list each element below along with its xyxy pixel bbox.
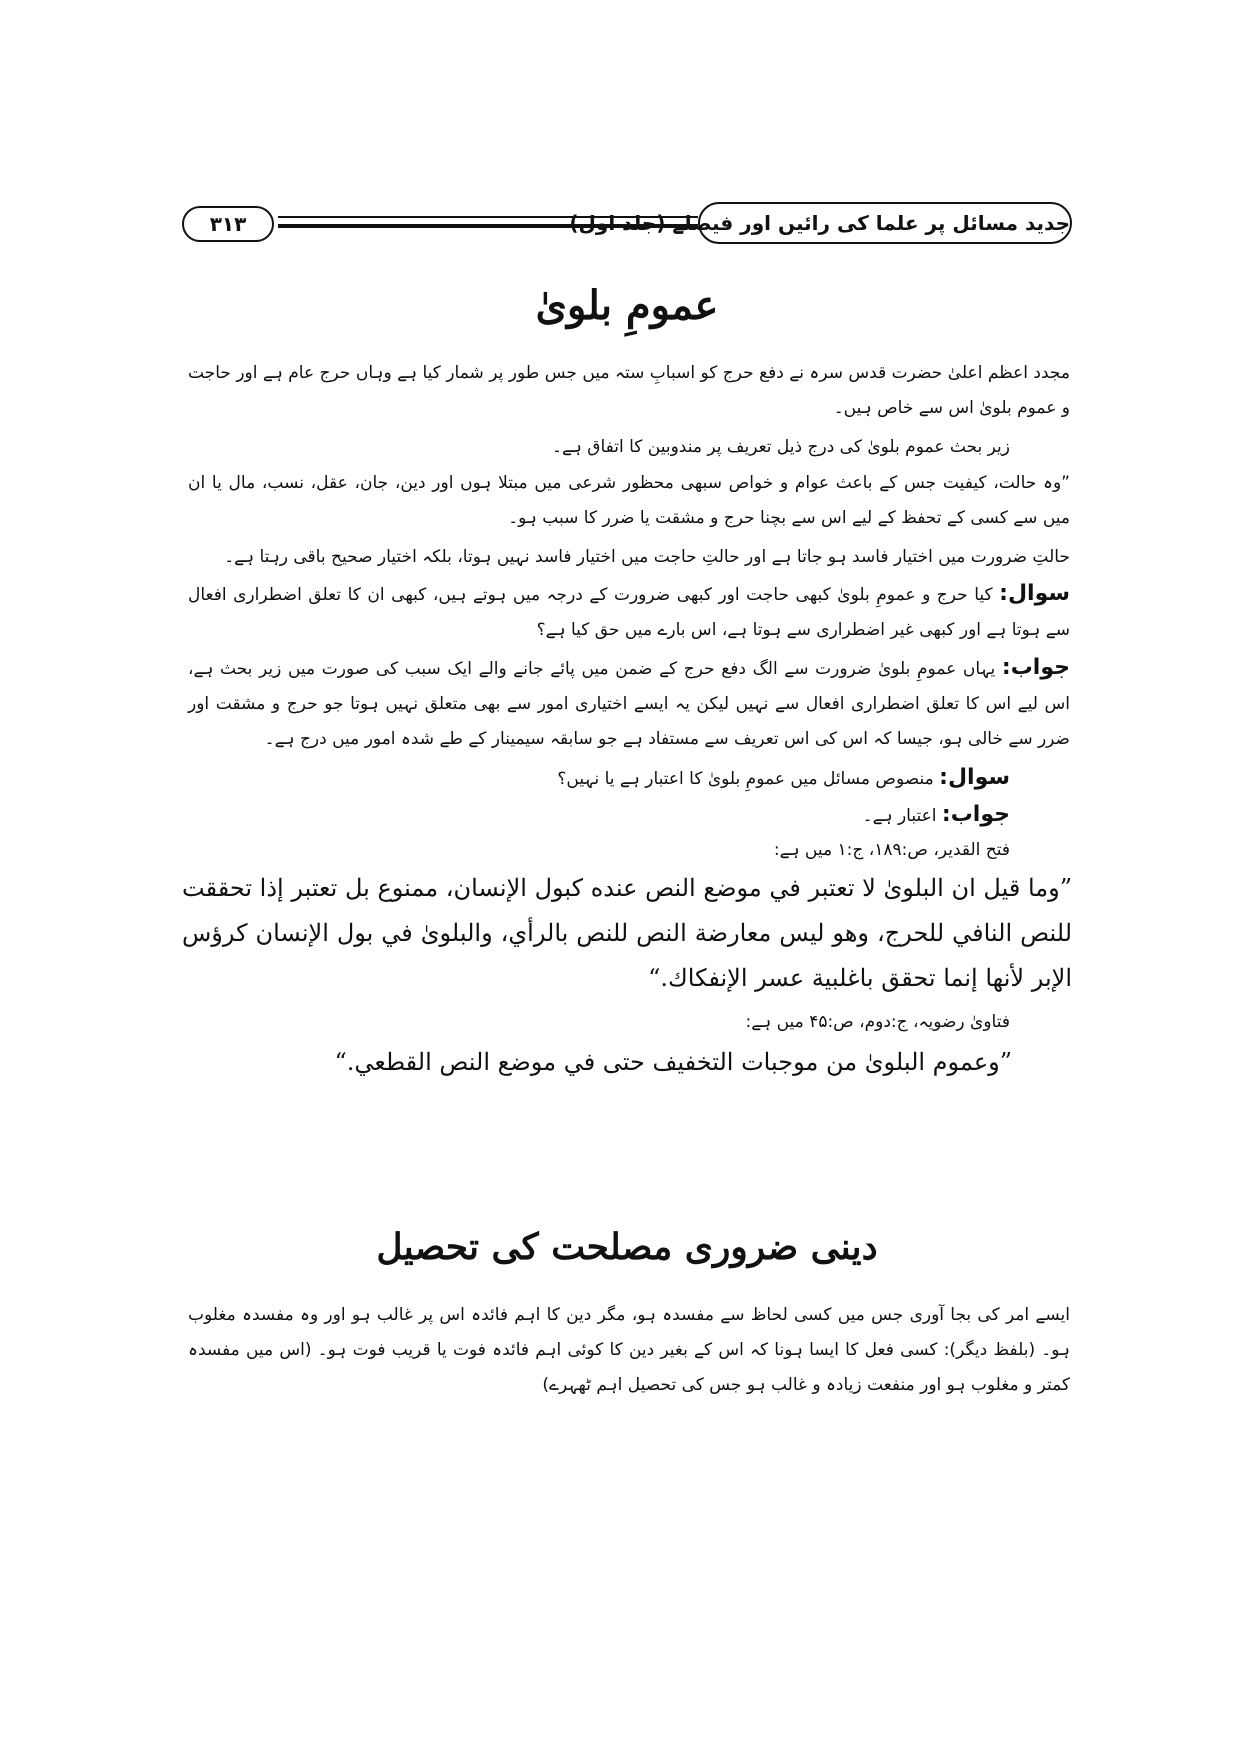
definition-paragraph: ”وہ حالت، کیفیت جس کے باعث عوام و خواص سبھی محظور شرعی میں مبتلا ہوں اور دین، جان، عقل، نسب، مال یا ان میں سے کسی کے تحفظ کے لیے اس سے بچنا حرج و مشقت یا ضرر کا سبب ہو۔ xyxy=(188,473,1070,528)
answer-label: جواب: xyxy=(1001,655,1070,680)
question-text: منصوص مسائل میں عمومِ بلویٰ کا اعتبار ہے یا نہیں؟ xyxy=(557,769,934,789)
answer-1 xyxy=(188,650,1070,757)
question-label: سوال: xyxy=(939,765,1010,790)
question-label: سوال: xyxy=(999,581,1070,606)
arabic-quote-1: ”وما قيل ان البلوىٰ لا تعتبر في موضع النص عنده كبول الإنسان، ممنوع بل تعتبر إذا تحققت للنص النافي للحرج، وهو ليس معارضة النص للنص بالرأي، والبلوىٰ في بول الإنسان كرؤس الإبر لأنها إنما تحقق باغلبية عسر الإنفكاك.“ xyxy=(182,874,1072,992)
reference-fatawa-rizwiya: فتاویٰ رضویہ، ج:دوم، ص:۴۵ میں ہے: xyxy=(745,1012,1010,1032)
section-title-2: دینی ضروری مصلحت کی تحصیل xyxy=(376,1226,878,1268)
answer-text: یہاں عمومِ بلویٰ ضرورت سے الگ دفع حرج کے ضمن میں پائے جانے والے ایک سبب کی صورت میں زیر بحث ہے، اس لیے اس کا تعلق اضطراری افعال سے نہیں لیکن یہ ایسے اختیاری امور سے بھی متعلق نہیں ہوتا جو حرج و مشقت اور ضرر سے خالی ہو، جیسا کہ اس کی اس تعریف سے مستفاد ہے جو سابقہ سیمینار کے طے شدہ امور میں درج ہے۔ xyxy=(188,659,1070,749)
definition-intro: زیر بحث عموم بلویٰ کی درج ذیل تعریف پر مندوبین کا اتفاق ہے۔ xyxy=(552,437,1010,457)
reference-fath-al-qadir: فتح القدیر، ص:۱۸۹، ج:۱ میں ہے: xyxy=(773,840,1010,860)
page-header xyxy=(182,202,1072,252)
answer-text: اعتبار ہے۔ xyxy=(862,806,937,826)
note-paragraph: حالتِ ضرورت میں اختیار فاسد ہو جاتا ہے اور حالتِ حاجت میں اختیار فاسد نہیں ہوتا، بلکہ اختیار صحیح باقی رہتا ہے۔ xyxy=(224,547,1070,567)
page-number: ۳۱۳ xyxy=(182,206,274,242)
section-title: عمومِ بلویٰ xyxy=(535,282,719,329)
answer-label: جواب: xyxy=(941,802,1010,827)
book-title: جدید مسائل پر علما کی رائیں اور فیصلے (جلد اول) xyxy=(698,202,1072,244)
section-2-paragraph: ایسے امر کی بجا آوری جس میں کسی لحاظ سے مفسدہ ہو، مگر دین کا اہم فائدہ اس پر غالب ہو اور وہ مفسدہ مغلوب ہو۔ (بلفظ دیگر): کسی فعل کا ایسا ہونا کہ اس کے بغیر دین کا کوئی اہم فائدہ فوت یا قریب فوت ہو۔ (اس میں مفسدہ کمتر و مغلوب ہو اور منفعت زیادہ و غالب ہو جس کی تحصیل اہم ٹھہرے) xyxy=(188,1305,1070,1395)
question-1 xyxy=(188,576,1070,648)
question-text: کیا حرج و عمومِ بلویٰ کبھی حاجت اور کبھی ضرورت کے درجہ میں ہوتے ہیں، کبھی ان کا تعلق اضطراری افعال سے ہوتا ہے اور کبھی غیر اضطراری سے ہوتا ہے، اس بارے میں حق کیا ہے؟ xyxy=(188,585,1070,640)
question-2 xyxy=(188,760,1070,797)
arabic-quote-2: ”وعموم البلوىٰ من موجبات التخفيف حتى في موضع النص القطعي.“ xyxy=(334,1048,1012,1076)
intro-paragraph: مجدد اعظم اعلیٰ حضرت قدس سرہ نے دفع حرج کو اسبابِ ستہ میں جس طور پر شمار کیا ہے وہاں حرج عام ہے اور حاجت و عموم بلویٰ اس سے خاص ہیں۔ xyxy=(188,363,1070,418)
answer-2 xyxy=(188,797,1070,834)
